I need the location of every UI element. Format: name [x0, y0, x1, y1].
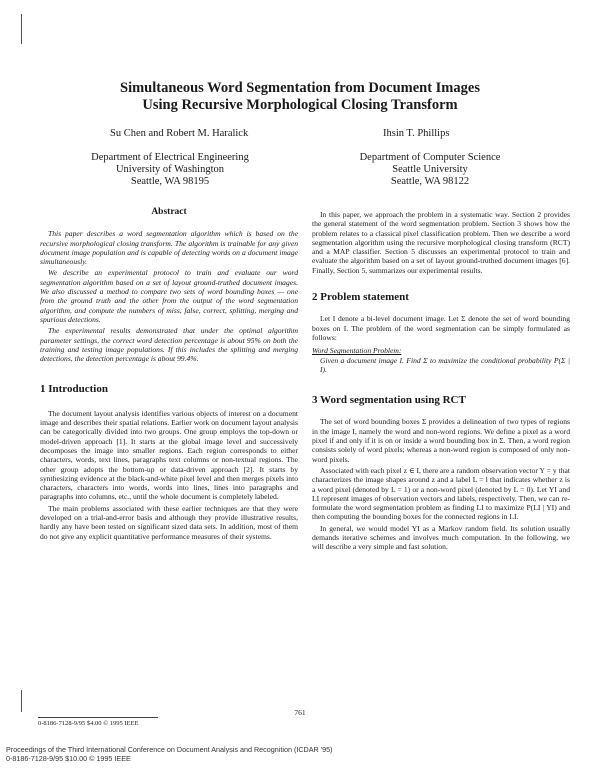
proceedings-footer — [6, 745, 332, 763]
intro-heading: 1 Introduction — [40, 383, 108, 396]
abstract-body — [40, 229, 298, 363]
title-line-2: Using Recursive Morphological Closing Transform — [142, 97, 458, 113]
affil-right-univ: Seattle University — [392, 164, 468, 175]
problem-definition-text: Given a document image I. Find Σ to maximize the conditional probability P(Σ | I). — [320, 355, 570, 374]
rct-paragraph: The set of word bounding boxes Σ provides a delineation of two types of regions in the image I, namely the word and non-word regions. We define a pixel as a word pixel if and only if it is on or inside a word bounding box in Σ. Then, a word region consists solely of word pixels; whereas a non-word region is composed of only non-word pixels. — [312, 417, 570, 464]
intro-paragraph: The document layout analysis identifies various objects of interest on a document image and describes their spatial relations. Earlier work on document layout analysis can be categorically divided into two groups. One group employs the top-down or model-driven approach [1]. It starts at the global image level and successively decomposes the image into smaller regions. Each region corresponds to either characters, words, text lines, paragraphs text columns or non-textual regions. The other group adopts the bottom-up or data-driven approach [2]. It starts by synthesizing evidence at the black-and-white pixel level and then merges pixels into characters, characters into words, words into lines, lines into paragraphs and paragraphs into columns, etc., until the whole document is completely labeled. — [40, 408, 298, 502]
problem-heading: 2 Problem statement — [312, 291, 409, 304]
problem-paragraph: Let I denote a bi-level document image. Let Σ denote the set of word bounding boxes on I. The problem of the word segmentation can be simply formulated as follows: — [312, 314, 570, 342]
paper-title — [0, 80, 600, 114]
affil-right-dept: Department of Computer Science — [359, 152, 501, 163]
copyright-line: 0-8186-7128-9/95 $4.00 © 1995 IEEE — [38, 720, 139, 727]
authors-left: Su Chen and Robert M. Haralick — [110, 128, 249, 139]
footer-line-1: Proceedings of the Third International Conference on Document Analysis and Recognition (ICDAR '95) — [6, 745, 333, 754]
left-column — [40, 208, 298, 543]
affiliation-left — [60, 152, 280, 188]
copyright-rule — [38, 717, 158, 718]
problem-definition-label: Word Segmentation Problem: — [312, 346, 402, 356]
rct-heading: 3 Word segmentation using RCT — [312, 394, 466, 407]
affiliation-right — [320, 152, 540, 188]
affil-right-city: Seattle, WA 98122 — [390, 176, 470, 187]
problem-definition — [312, 346, 570, 374]
rct-paragraph: In general, we would model YI as a Markov random field. Its solution usually demands iterative schemes and involves much computation. In the following, we will describe a very simple and fast solution. — [312, 523, 570, 552]
abstract-paragraph: This paper describes a word segmentation algorithm which is based on the recursive morphological closing transform. The algorithm is trainable for any given document image population and is capable of detecting words on a document image simultaneously. — [40, 229, 298, 267]
intro-paragraph: The main problems associated with these earlier techniques are that they were developed on a trial-and-error basis and although they provide illustrative results, hardly any have been tested on significant sized data sets. In addition, most of them do not give any explicit quantitative performance measures of their systems. — [40, 503, 298, 541]
abstract-paragraph: The experimental results demonstrated that under the optimal algorithm parameter settings, the correct word detection percentage is about 95% on both the training and testing image populations. If this includes the splitting and merging detections, the detection percentage is about 99.4%. — [40, 326, 298, 364]
right-column — [312, 210, 570, 554]
affil-left-dept: Department of Electrical Engineering — [91, 152, 249, 163]
margin-bar-top — [21, 14, 22, 44]
affil-left-univ: University of Washington — [115, 164, 225, 175]
intro-continuation: In this paper, we approach the problem in a systematic way. Section 2 provides the general statement of the word segmentation problem. Section 3 shows how the problem relates to a classical pixel classification problem. Then we describe a word segmentation algorithm using the recursive morphological closing transform (RCT) and a MAP classifier. Section 5 discusses an experimental protocol to train and evaluate the algorithm based on a set of layout ground-truthed document images [6]. Finally, Section 5, summarizes our experimental results. — [312, 210, 570, 275]
abstract-heading: Abstract — [151, 207, 187, 217]
footer-line-2: 0-8186-7128-9/95 $10.00 © 1995 IEEE — [6, 754, 131, 763]
page-number: 761 — [294, 708, 306, 717]
authors-right: Ihsin T. Phillips — [383, 128, 450, 139]
abstract-paragraph: We describe an experimental protocol to train and evaluate our word segmentation algorithm based on a set of layout ground-truthed document images. We also discussed a method to compare two sets of word bounding boxes — one from the ground truth and the other from the output of the word segmentation algorithm, and compute the numbers of miss, false, correct, splitting, merging and spurious detections. — [40, 268, 298, 324]
affil-left-city: Seattle, WA 98195 — [130, 176, 210, 187]
title-line-1: Simultaneous Word Segmentation from Document Images — [120, 80, 480, 96]
rct-paragraph: Associated with each pixel z ∈ I, there are a random observation vector Y = y that characterizes the image shapes around z and a label L = l that indicates whether z is a word pixel (denoted by L = 1) or a non-word pixel (denoted by L = 0). Let YI and LI represent images of observation vectors and labels, respectively. Then, we can re-formulate the word segmentation problem as finding LI to maximize P(LI | YI) and then computing the bounding boxes for the connected regions in LI. — [312, 465, 570, 522]
